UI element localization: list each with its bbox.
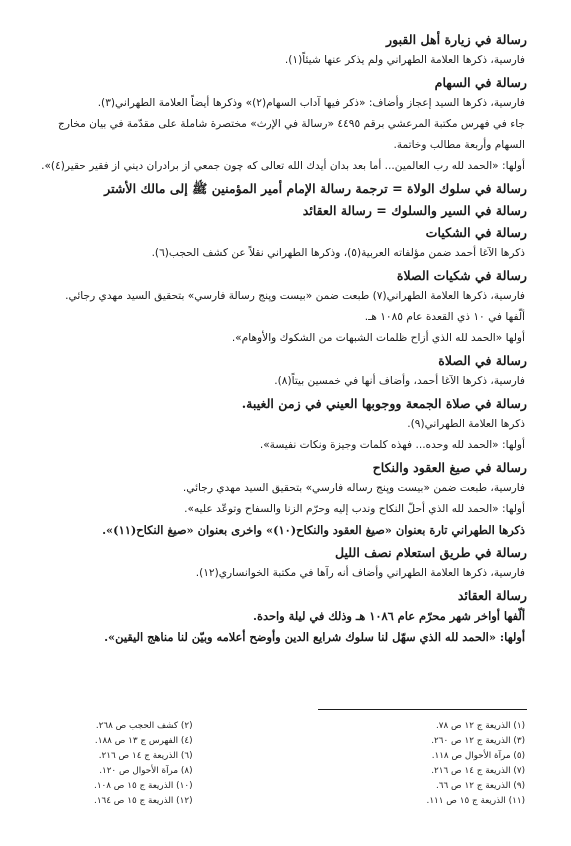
- entry-title: رسالة في الصلاة: [438, 353, 527, 368]
- footnote: (٩) الذريعة ج ١٢ ص ٦٦.: [435, 781, 525, 791]
- entry-title: رسالة في صيغ العقود والنكاح: [372, 460, 527, 475]
- entry-title: رسالة العقائد: [457, 588, 527, 603]
- entry-title: رسالة في شكيات الصلاة: [396, 268, 527, 283]
- footnote: (٤) الفهرس ج ١٣ ص ١٨٨.: [94, 736, 193, 746]
- entry-line: فارسية، ذكرها العلامة الطهراني وأضاف أنه رآها في مكتبة الخوانساري(١٢).: [195, 567, 525, 579]
- footnote: (١٠) الذريعة ج ١٥ ص ١٠٨.: [94, 781, 193, 791]
- entry-line: فارسية، ذكرها العلامة الطهراني(٧) طبعت ضمن «بيست وپنج رسالة فارسي» بتحقيق السيد مهدي رجائي.: [65, 290, 525, 302]
- entry-title: رسالة في السهام: [434, 75, 527, 90]
- entry-line: أولها «الحمد لله الذي أزاح ظلمات الشبهات من الشكوك والأوهام».: [231, 332, 525, 344]
- entry-title: رسالة في الشكيات: [425, 225, 527, 240]
- footnote: (٧) الذريعة ج ١٤ ص ٢١٦.: [431, 766, 525, 776]
- footnote-separator: [318, 709, 527, 710]
- entry-title: رسالة في صلاة الجمعة ووجوبها العيني في زمن الغيبة.: [241, 396, 527, 411]
- entry-line: السهام وأربعة مطالب وخاتمة.: [393, 139, 525, 151]
- entry-line: أولها: «الحمد لله رب العالمين... أما بعد بدان أيدك الله تعالى كه چون جمعي از برادران ديني از فقير حقير(٤)».: [41, 160, 525, 172]
- entry-line: فارسية، ذكرها العلامة الطهراني ولم يذكر عنها شيئاً(١).: [284, 54, 525, 66]
- footnote: (١١) الذريعة ج ١٥ ص ١١١.: [426, 796, 525, 806]
- footnote: (١) الذريعة ج ١٢ ص ٧٨.: [435, 721, 525, 731]
- entry-title: رسالة في زيارة أهل القبور: [386, 32, 527, 47]
- entry-line: فارسية، ذكرها الآغا أحمد، وأضاف أنها في خمسين بيتاً(٨).: [274, 375, 525, 387]
- footnote: (١٢) الذريعة ج ١٥ ص ١٦٤.: [94, 796, 193, 806]
- entry-title: رسالة في طريق استعلام نصف الليل: [334, 545, 527, 560]
- footnotes: [34, 719, 527, 809]
- footnote: (٣) الذريعة ج ١٢ ص ٢٦٠.: [431, 736, 525, 746]
- entry-line: ألّفها في ١٠ ذي القعدة عام ١٠٨٥ هـ.: [364, 311, 525, 323]
- entry-line: ذكرها الآغا أحمد ضمن مؤلفاته العربية(٥)، وذكرها الطهراني نقلاً عن كشف الحجب(٦).: [151, 247, 525, 259]
- footnote: (٨) مرآة الأحوال ص ١٢٠.: [99, 766, 193, 776]
- footnote: (٥) مرآة الأحوال ص ١١٨.: [431, 751, 525, 761]
- entry-line: ألّفها أواخر شهر محرّم عام ١٠٨٦ هـ وذلك في ليلة واحدة.: [253, 609, 525, 623]
- entry-line: فارسية، طبعت ضمن «بيست وپنج رساله فارسي» بتحقيق السيد مهدي رجائي.: [182, 482, 525, 494]
- entry-line: أولها: «الحمد لله وحده... فهذه كلمات وجيزة ونكات نفيسة».: [259, 439, 525, 451]
- entry-title: رسالة في السير والسلوك = رسالة العقائد: [302, 203, 527, 218]
- footnote: (٢) كشف الحجب ص ٢٦٨.: [95, 721, 193, 731]
- entry-line: ذكرها العلامة الطهراني(٩).: [407, 418, 525, 430]
- entry-line: جاء في فهرس مكتبة المرعشي برقم ٤٤٩٥ «رسالة في الإرث» مختصرة شاملة على مقدّمة في بيان مخارج: [58, 118, 525, 130]
- entry-line: أولها: «الحمد لله الذي أحلّ النكاح وندب إليه وحرّم الزنا والسفاح وتوعّد عليه».: [184, 503, 525, 515]
- entry-line: فارسية، ذكرها السيد إعجاز وأضاف: «ذكر فيها آداب السهام(٢)» وذكرها أيضاً العلامة الطهراني(٣).: [97, 97, 525, 109]
- entry-line: ذكرها الطهراني تارة بعنوان «صيغ العقود والنكاح(١٠)» واخرى بعنوان «صيغ النكاح(١١)».: [102, 523, 525, 537]
- footnote: (٦) الذريعة ج ١٤ ص ٢١٦.: [98, 751, 193, 761]
- treatise-list: [34, 29, 527, 648]
- entry-title: رسالة في سلوك الولاة = ترجمة رسالة الإمام أمير المؤمنين ﷺ إلى مالك الأشتر: [104, 181, 527, 196]
- entry-line: أولها: «الحمد لله الذي سهّل لنا سلوك شرايع الدين وأوضح أعلامه وبيّن لنا مناهج اليقين».: [104, 630, 525, 644]
